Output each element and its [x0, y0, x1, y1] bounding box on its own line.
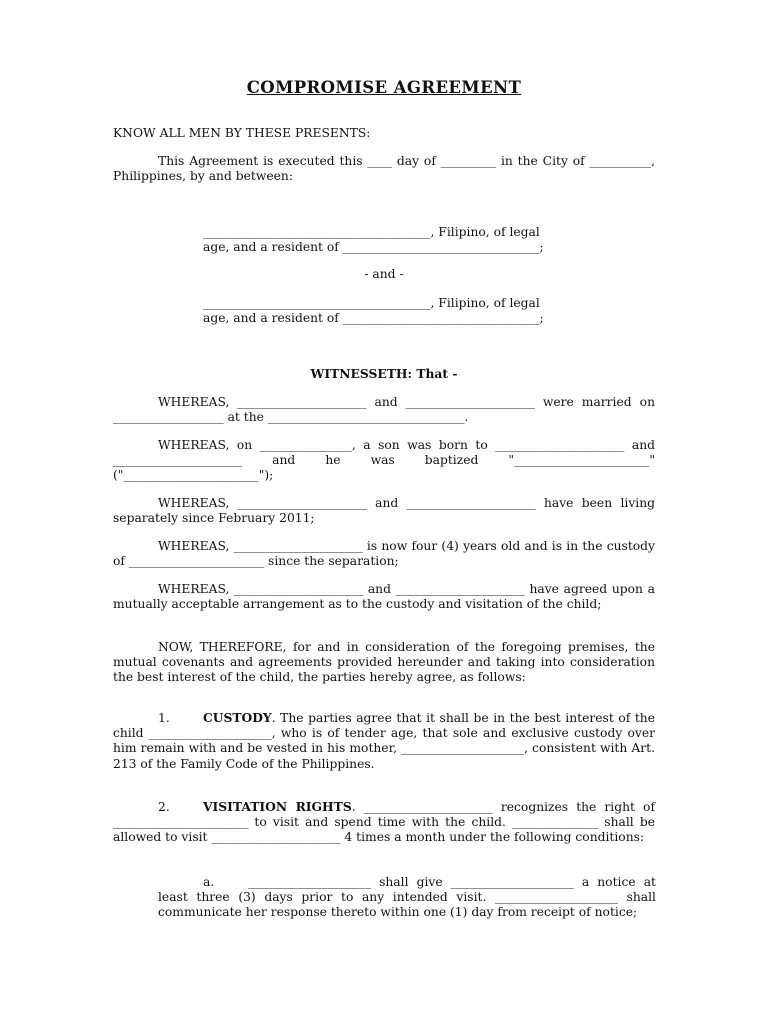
- party-one-residence-line: age, and a resident of ________________________________;: [203, 240, 544, 255]
- clause-heading: CUSTODY: [203, 710, 272, 725]
- witnesseth-heading: WITNESSETH: That -: [310, 366, 458, 381]
- now-therefore-paragraph: [113, 640, 655, 686]
- whereas-paragraph: [113, 582, 655, 612]
- and-separator: - and -: [364, 267, 404, 281]
- party-two-block: [203, 296, 609, 326]
- clause-custody: [113, 710, 655, 772]
- whereas-paragraph: [113, 496, 655, 526]
- execution-paragraph: [113, 154, 655, 184]
- whereas-paragraph: [113, 438, 655, 484]
- party-two-name-line: _____________________________________, Filipino, of legal: [203, 296, 540, 310]
- document-title: COMPROMISE AGREEMENT: [246, 78, 522, 97]
- opening-line: KNOW ALL MEN BY THESE PRESENTS:: [113, 126, 371, 140]
- whereas-text: WHEREAS, _____________________ and _____________________ have agreed upon a mutually acceptable arrangement as to the custody and visitation of the child;: [113, 582, 655, 612]
- sub-clause-text: ____________________ shall give ____________________ a notice at least three (3) days prior to any intended visit. ____________________ shall communicate her response thereto within one (1) day from receipt of notice;: [158, 875, 656, 920]
- clause-number: 1.: [158, 711, 170, 725]
- whereas-text: WHEREAS, _____________________ and _____________________ were married on __________________ at the ________________________________.: [113, 395, 655, 425]
- clause-text: . The parties agree that it shall be in the best interest of the child ____________________, who is of tender age, that sole and exclusive custody over him remain with and be vested in his mother, ____________________, consistent with Art. 213 of the Family Code of the Philippines.: [113, 711, 655, 771]
- sub-clause-letter: a.: [203, 875, 215, 889]
- execution-text: This Agreement is executed this ____ day of _________ in the City of __________, Philippines, by and between:: [113, 154, 655, 184]
- clause-heading: VISITATION RIGHTS: [203, 799, 352, 814]
- clause-visitation: [113, 799, 655, 846]
- party-one-block: [203, 225, 609, 255]
- clause-number: 2.: [158, 800, 170, 814]
- sub-clause-a: [158, 875, 656, 921]
- whereas-paragraph: [113, 539, 655, 569]
- party-two-residence-line: age, and a resident of ________________________________;: [203, 311, 544, 326]
- now-therefore-text: NOW, THEREFORE, for and in consideration of the foregoing premises, the mutual covenants and agreements provided hereunder and taking into consideration the best interest of the child, the parties hereby agree, as follows:: [113, 640, 655, 685]
- whereas-text: WHEREAS, on _______________, a son was born to _____________________ and _____________________ and he was baptized "______________________" ("______________________");: [113, 438, 655, 483]
- whereas-text: WHEREAS, _____________________ and _____________________ have been living separately since February 2011;: [113, 496, 655, 526]
- whereas-paragraph: [113, 395, 655, 425]
- clause-text: . _____________________ recognizes the right of ______________________ to visit and spend time with the child. ______________ shall be allowed to visit _____________________ 4 times a month under the following conditions:: [113, 800, 655, 845]
- party-one-name-line: _____________________________________, Filipino, of legal: [203, 225, 540, 239]
- whereas-text: WHEREAS, _____________________ is now four (4) years old and is in the custody of ______________________ since the separation;: [113, 539, 655, 569]
